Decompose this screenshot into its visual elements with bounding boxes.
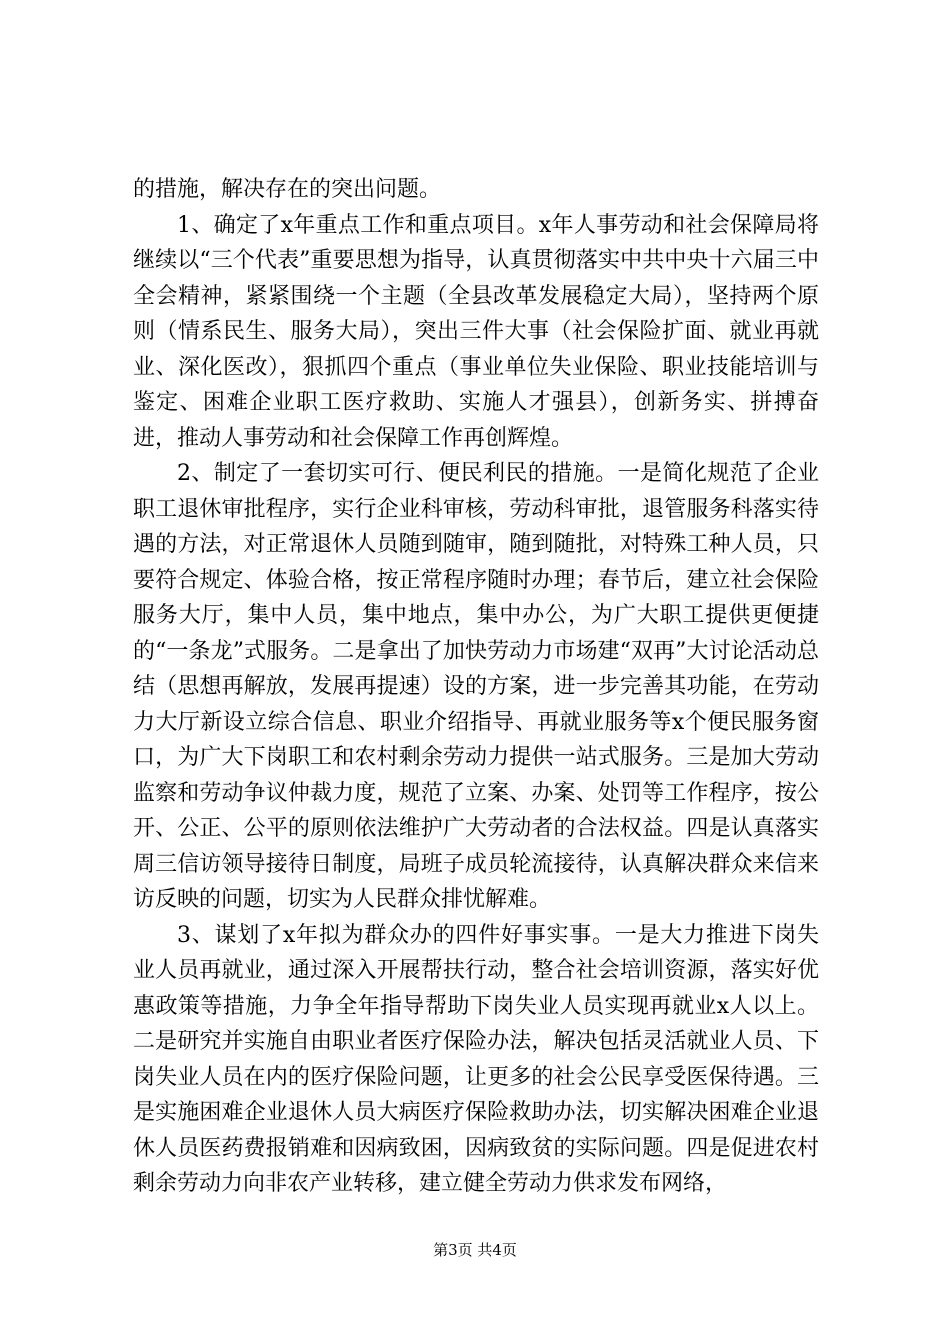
document-body — [133, 172, 819, 1202]
paragraph-continuation: 的措施，解决存在的突出问题。 — [133, 177, 442, 202]
paragraph-convenience-measures: 2、制定了一套切实可行、便民利民的措施。一是简化规范了企业职工退休审批程序，实行企业科审核，劳动科审批，退管服务科落实待遇的方法，对正常退休人员随到随审，随到随批，对特殊工种人员，只要符合规定、体验合格，按正常程序随时办理；春节后，建立社会保险服务大厅，集中人员，集中地点，集中办公，为广大职工提供更便捷的“一条龙”式服务。二是拿出了加快劳动力市场建“双再”大讨论活动总结（思想再解放，发展再提速）设的方案，进一步完善其功能，在劳动力大厅新设立综合信息、职业介绍指导、再就业服务等x个便民服务窗口，为广大下岗职工和农村剩余劳动力提供一站式服务。三是加大劳动监察和劳动争议仲裁力度，规范了立案、办案、处罚等工作程序，按公开、公正、公平的原则依法维护广大劳动者的合法权益。四是认真落实周三信访领导接待日制度，局班子成员轮流接待，认真解决群众来信来访反映的问题，切实为人民群众排忧解难。 — [133, 461, 819, 912]
page-footer — [0, 1240, 950, 1260]
paragraph-key-work-items: 1、确定了x年重点工作和重点项目。x年人事劳动和社会保障局将继续以“三个代表”重要思想为指导，认真贯彻落实中共中央十六届三中全会精神，紧紧围绕一个主题（全县改革发展稳定大局），坚持两个原则（情系民生、服务大局），突出三件大事（社会保险扩面、就业再就业、深化医改），狠抓四个重点（事业单位失业保险、职业技能培训与鉴定、困难企业职工医疗救助、实施人才强县），创新务实、拼搏奋进，推动人事劳动和社会保障工作再创辉煌。 — [133, 212, 819, 451]
paragraph-four-good-deeds: 3、谋划了x年拟为群众办的四件好事实事。一是大力推进下岗失业人员再就业，通过深入开展帮扶行动，整合社会培训资源，落实好优惠政策等措施，力争全年指导帮助下岗失业人员实现再就业x人以上。二是研究并实施自由职业者医疗保险办法，解决包括灵活就业人员、下岗失业人员在内的医疗保险问题，让更多的社会公民享受医保待遇。三是实施困难企业退休人员大病医疗保险救助办法，切实解决困难企业退休人员医药费报销难和因病致困，因病致贫的实际问题。四是促进农村剩余劳动力向非农产业转移，建立健全劳动力供求发布网络， — [133, 922, 819, 1196]
page-number: 第3页 共4页 — [433, 1241, 517, 1259]
